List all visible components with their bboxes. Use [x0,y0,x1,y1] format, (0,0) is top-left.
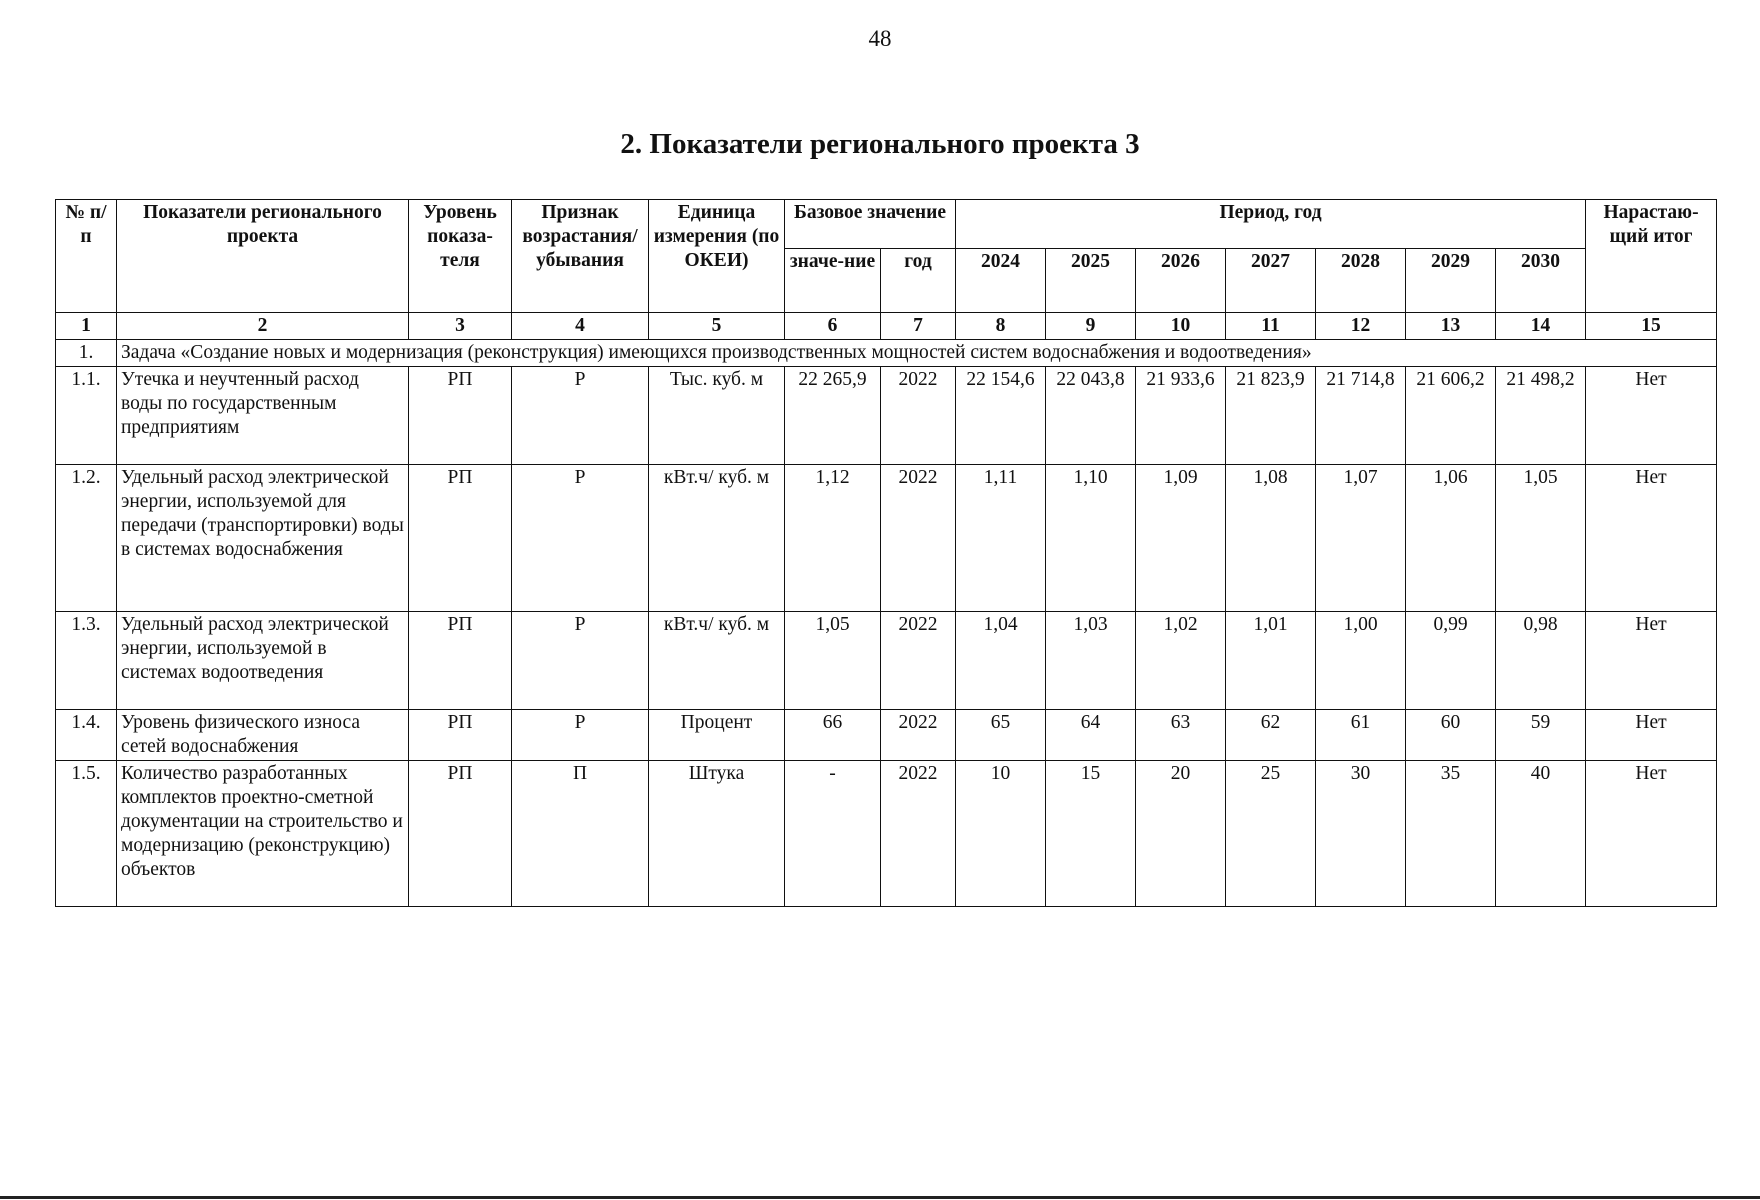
row-indicator-name: Утечка и неучтенный расход воды по государственным предприятиям [117,367,409,465]
column-number: 4 [512,313,649,340]
row-year-value: 1,00 [1316,612,1406,710]
column-number: 2 [117,313,409,340]
row-year-value: 21 823,9 [1226,367,1316,465]
row-unit: кВт.ч/ куб. м [649,612,785,710]
row-year-value: 21 933,6 [1136,367,1226,465]
row-year-value: 1,06 [1406,465,1496,612]
header-year: 2027 [1226,249,1316,313]
table-row [56,367,1717,465]
column-number: 6 [785,313,881,340]
header-level: Уровень показа-теля [409,200,512,313]
row-year-value: 60 [1406,710,1496,761]
row-cumulative: Нет [1586,612,1717,710]
row-sign: П [512,761,649,907]
row-year-value: 1,08 [1226,465,1316,612]
header-indicator: Показатели регионального проекта [117,200,409,313]
row-num: 1.5. [56,761,117,907]
task-num: 1. [56,340,117,367]
row-base-year: 2022 [881,710,956,761]
header-cumulative: Нарастаю-щий итог [1586,200,1717,313]
header-year: 2024 [956,249,1046,313]
row-year-value: 21 714,8 [1316,367,1406,465]
row-base-value: 1,12 [785,465,881,612]
row-year-value: 63 [1136,710,1226,761]
row-year-value: 40 [1496,761,1586,907]
row-indicator-name: Удельный расход электрической энергии, используемой в системах водоотведения [117,612,409,710]
row-cumulative: Нет [1586,710,1717,761]
row-level: РП [409,367,512,465]
header-base-value: значе-ние [785,249,881,313]
row-sign: Р [512,465,649,612]
row-cumulative: Нет [1586,761,1717,907]
table-row [56,465,1717,612]
header-year: 2026 [1136,249,1226,313]
row-cumulative: Нет [1586,465,1717,612]
row-level: РП [409,612,512,710]
row-year-value: 1,07 [1316,465,1406,612]
section-title: 2. Показатели регионального проекта 3 [620,128,1140,160]
row-base-year: 2022 [881,367,956,465]
task-row [56,340,1717,367]
row-year-value: 21 498,2 [1496,367,1586,465]
column-number: 5 [649,313,785,340]
row-unit: кВт.ч/ куб. м [649,465,785,612]
column-number: 11 [1226,313,1316,340]
row-year-value: 64 [1046,710,1136,761]
row-base-year: 2022 [881,612,956,710]
row-year-value: 30 [1316,761,1406,907]
header-year: 2028 [1316,249,1406,313]
row-sign: Р [512,710,649,761]
header-num: № п/п [56,200,117,313]
task-text: Задача «Создание новых и модернизация (реконструкция) имеющихся производственных мощностей систем водоснабжения и водоотведения» [117,340,1717,367]
row-year-value: 35 [1406,761,1496,907]
table-row [56,612,1717,710]
row-year-value: 1,09 [1136,465,1226,612]
row-base-value: 1,05 [785,612,881,710]
table-row [56,710,1717,761]
row-year-value: 10 [956,761,1046,907]
row-num: 1.3. [56,612,117,710]
header-base: Базовое значение [785,200,956,249]
row-indicator-name: Уровень физического износа сетей водоснабжения [117,710,409,761]
header-sign: Признак возрастания/ убывания [512,200,649,313]
column-number: 14 [1496,313,1586,340]
column-number: 10 [1136,313,1226,340]
row-year-value: 25 [1226,761,1316,907]
row-level: РП [409,710,512,761]
row-indicator-name: Количество разработанных комплектов проектно-сметной документации на строительство и модернизацию (реконструкцию) объектов [117,761,409,907]
row-year-value: 61 [1316,710,1406,761]
column-number: 1 [56,313,117,340]
row-base-value: - [785,761,881,907]
row-level: РП [409,761,512,907]
row-year-value: 1,11 [956,465,1046,612]
header-year: 2029 [1406,249,1496,313]
column-number: 3 [409,313,512,340]
column-number: 8 [956,313,1046,340]
header-year: 2030 [1496,249,1586,313]
row-unit: Штука [649,761,785,907]
row-base-year: 2022 [881,465,956,612]
row-year-value: 1,05 [1496,465,1586,612]
column-number-row [56,313,1717,340]
row-year-value: 1,04 [956,612,1046,710]
row-indicator-name: Удельный расход электрической энергии, используемой для передачи (транспортировки) воды в системах водоснабжения [117,465,409,612]
column-number: 9 [1046,313,1136,340]
header-year: 2025 [1046,249,1136,313]
row-level: РП [409,465,512,612]
header-period: Период, год [956,200,1586,249]
row-num: 1.1. [56,367,117,465]
row-year-value: 0,98 [1496,612,1586,710]
row-num: 1.2. [56,465,117,612]
row-year-value: 22 154,6 [956,367,1046,465]
header-base-year: год [881,249,956,313]
row-cumulative: Нет [1586,367,1717,465]
row-year-value: 62 [1226,710,1316,761]
column-number: 7 [881,313,956,340]
row-year-value: 22 043,8 [1046,367,1136,465]
table-row [56,761,1717,907]
row-year-value: 20 [1136,761,1226,907]
column-number: 15 [1586,313,1717,340]
row-sign: Р [512,367,649,465]
row-year-value: 59 [1496,710,1586,761]
row-sign: Р [512,612,649,710]
row-unit: Тыс. куб. м [649,367,785,465]
row-base-year: 2022 [881,761,956,907]
row-year-value: 1,01 [1226,612,1316,710]
column-number: 12 [1316,313,1406,340]
row-year-value: 65 [956,710,1046,761]
indicators-table [55,199,1717,907]
row-year-value: 1,10 [1046,465,1136,612]
row-year-value: 1,02 [1136,612,1226,710]
column-number: 13 [1406,313,1496,340]
page-number: 48 [868,26,892,51]
row-base-value: 66 [785,710,881,761]
row-base-value: 22 265,9 [785,367,881,465]
row-year-value: 0,99 [1406,612,1496,710]
row-unit: Процент [649,710,785,761]
row-num: 1.4. [56,710,117,761]
row-year-value: 15 [1046,761,1136,907]
row-year-value: 21 606,2 [1406,367,1496,465]
bottom-scan-edge [0,1196,1760,1199]
header-unit: Единица измерения (по ОКЕИ) [649,200,785,313]
row-year-value: 1,03 [1046,612,1136,710]
